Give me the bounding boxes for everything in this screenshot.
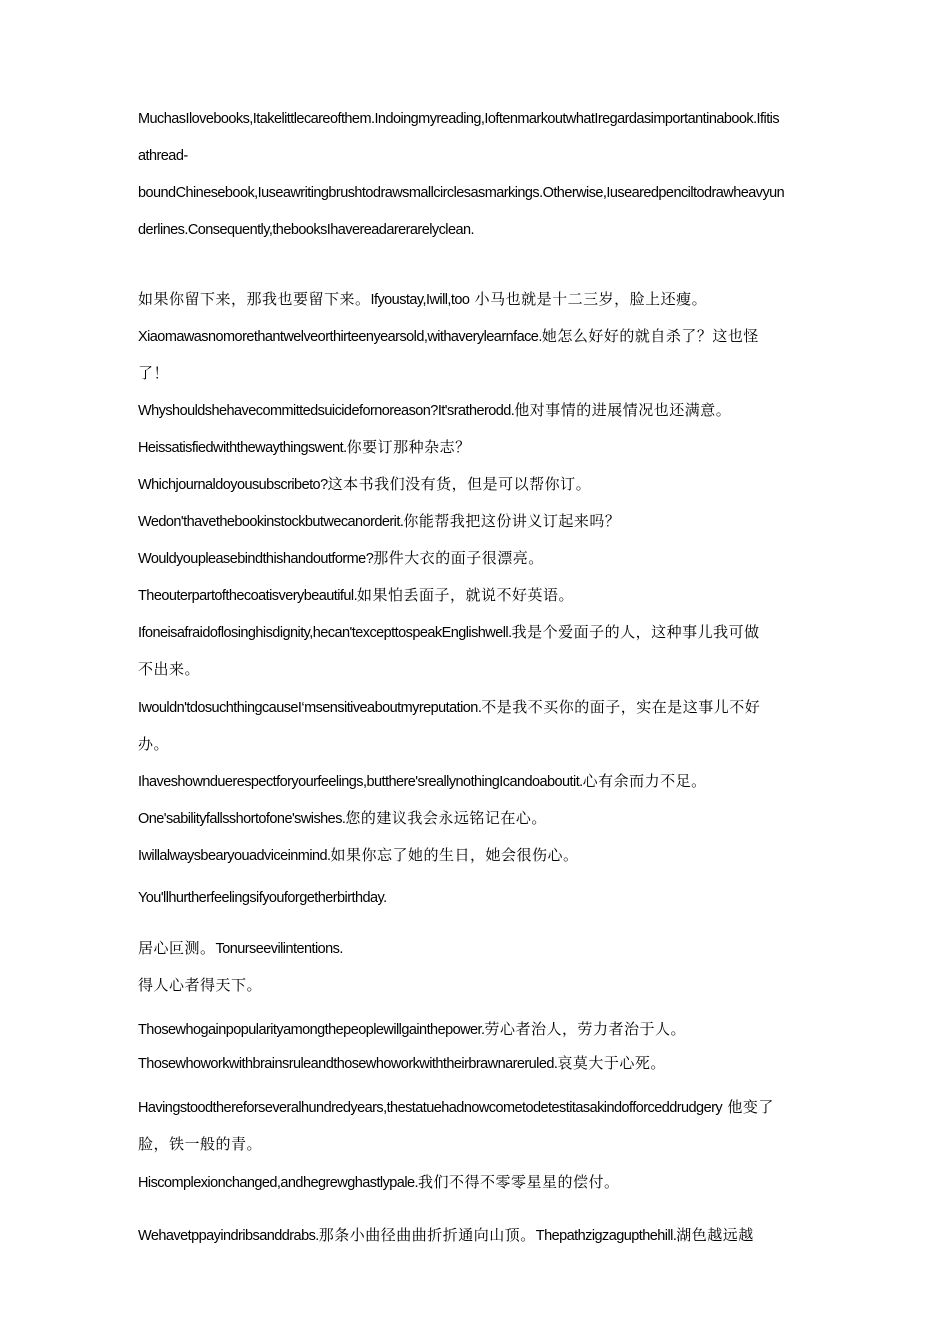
english-text: Ihaveshownduerespectforyourfeelings,butthere'sreallynothingIcandoaboutit. [138,774,583,790]
english-text: Whyshouldshehavecommittedsuicidefornoreason?It'sratherodd. [138,403,515,419]
text-line [138,1172,828,1193]
english-text: Ifoneisafraidoflosinghisdignity,hecan'texcepttospeakEnglishwell. [138,625,512,641]
chinese-text: 居心叵测。 [138,939,216,957]
paragraph-line: boundChinesebook,Iuseawritingbrushtodrawsmallcirclesasmarkings.Otherwise,Iusearedpenciltodrawheavyun [138,185,785,201]
chinese-text: 我们不得不零零星星的偿付。 [418,1173,620,1191]
text-line: You'llhurtherfeelingsifyouforgetherbirthday. [138,890,387,906]
text-line [138,326,828,347]
chinese-text: 湖色越远越 [676,1226,754,1244]
text-line: 不出来。 [138,660,201,678]
text-line [138,1225,828,1246]
english-text: Thosewhoworkwithbrainsruleandthosewhoworkwiththeirbrawnareruled. [138,1056,558,1072]
chinese-text: 你能帮我把这份讲义订起来吗？ [403,512,621,530]
text-line [138,697,828,718]
text-line [138,1053,828,1074]
text-line [138,938,828,959]
english-text: Wouldyoupleasebindthishandoutforme? [138,551,374,567]
text-line [138,511,828,532]
english-text: Thepathzigzagupthehill. [535,1228,677,1244]
text-line [138,845,828,866]
text-line [138,474,828,495]
text-line [138,808,828,829]
chinese-text: 我是个爱面子的人，这种事儿我可做 [511,623,760,641]
chinese-text: 这本书我们没有货，但是可以帮你订。 [327,475,592,493]
english-text: Iwouldn'tdosuchthingcauseI‘msensitiveaboutmyreputation. [138,700,482,716]
chinese-text: 心有余而力不足。 [582,772,707,790]
english-text: Whichjournaldoyousubscribeto? [138,477,328,493]
text-line [138,622,828,643]
english-text: Hiscomplexionchanged,andhegrewghastlypale. [138,1175,418,1191]
text-line: 办。 [138,735,170,753]
english-text: Iwillalwaysbearyouadviceinmind. [138,848,331,864]
paragraph-line: MuchasIlovebooks,Itakelittlecareofthem.Indoingmyreading,IoftenmarkoutwhatIregardasimportantinabook.Ifitis [138,111,780,127]
text-line [138,437,828,458]
text-line [138,548,828,569]
chinese-text: 那件大衣的面子很漂亮。 [373,549,544,567]
english-text: Xiaomawasnomorethantwelveorthirteenyearsold,withaverylearnface. [138,329,542,345]
chinese-text: 那条小曲径曲曲折折通向山顶。 [318,1226,536,1244]
chinese-text: 小马也就是十二三岁，脸上还瘦。 [469,290,708,308]
text-line [138,585,828,606]
chinese-text: 她怎么好好的就自杀了？这也怪 [541,327,759,345]
text-line [138,771,828,792]
english-text: Ifyoustay,Iwill,too [370,292,470,308]
chinese-text: 劳心者治人，劳力者治于人。 [484,1020,687,1038]
chinese-text: 如果你留下来，那我也要留下来。 [138,290,371,308]
chinese-text: 如果你忘了她的生日，她会很伤心。 [330,846,579,864]
english-text: Wehavetppayindribsanddrabs. [138,1228,319,1244]
english-text: One'sabilityfallsshortofone'swishes. [138,811,346,827]
english-text: Heissatisfiedwiththewaythingswent. [138,440,347,456]
english-text: Wedon'thavethebookinstockbutwecanorderit. [138,514,404,530]
text-line [138,400,828,421]
text-line [138,1097,828,1118]
english-text: Theouterpartofthecoatisverybeautiful. [138,588,358,604]
chinese-text: 他对事情的进展情况也还满意。 [514,401,732,419]
text-line: 了！ [138,364,170,382]
english-text: Havingstoodthereforseveralhundredyears,thestatuehadnowcometodetestitasakindofforceddrudgery [138,1100,723,1116]
chinese-text: 你要订那种杂志？ [346,438,471,456]
text-line [138,289,828,310]
english-text: Thosewhogainpopularityamongthepeoplewillgainthepower. [138,1022,485,1038]
paragraph-line: athread- [138,148,188,164]
text-line: 得人心者得天下。 [138,976,263,994]
paragraph-line: derlines.Consequently,thebooksIhavereadarerarelyclean. [138,222,474,238]
text-line [138,1019,828,1040]
chinese-text: 如果怕丢面子，就说不好英语。 [357,586,575,604]
chinese-text: 不是我不买你的面子，实在是这事儿不好 [481,698,761,716]
chinese-text: 您的建议我会永远铭记在心。 [345,809,547,827]
english-text: Tonurseevilintentions. [215,941,343,957]
text-line: 脸，铁一般的青。 [138,1135,263,1153]
chinese-text: 他变了 [722,1098,774,1116]
chinese-text: 哀莫大于心死。 [557,1054,666,1072]
